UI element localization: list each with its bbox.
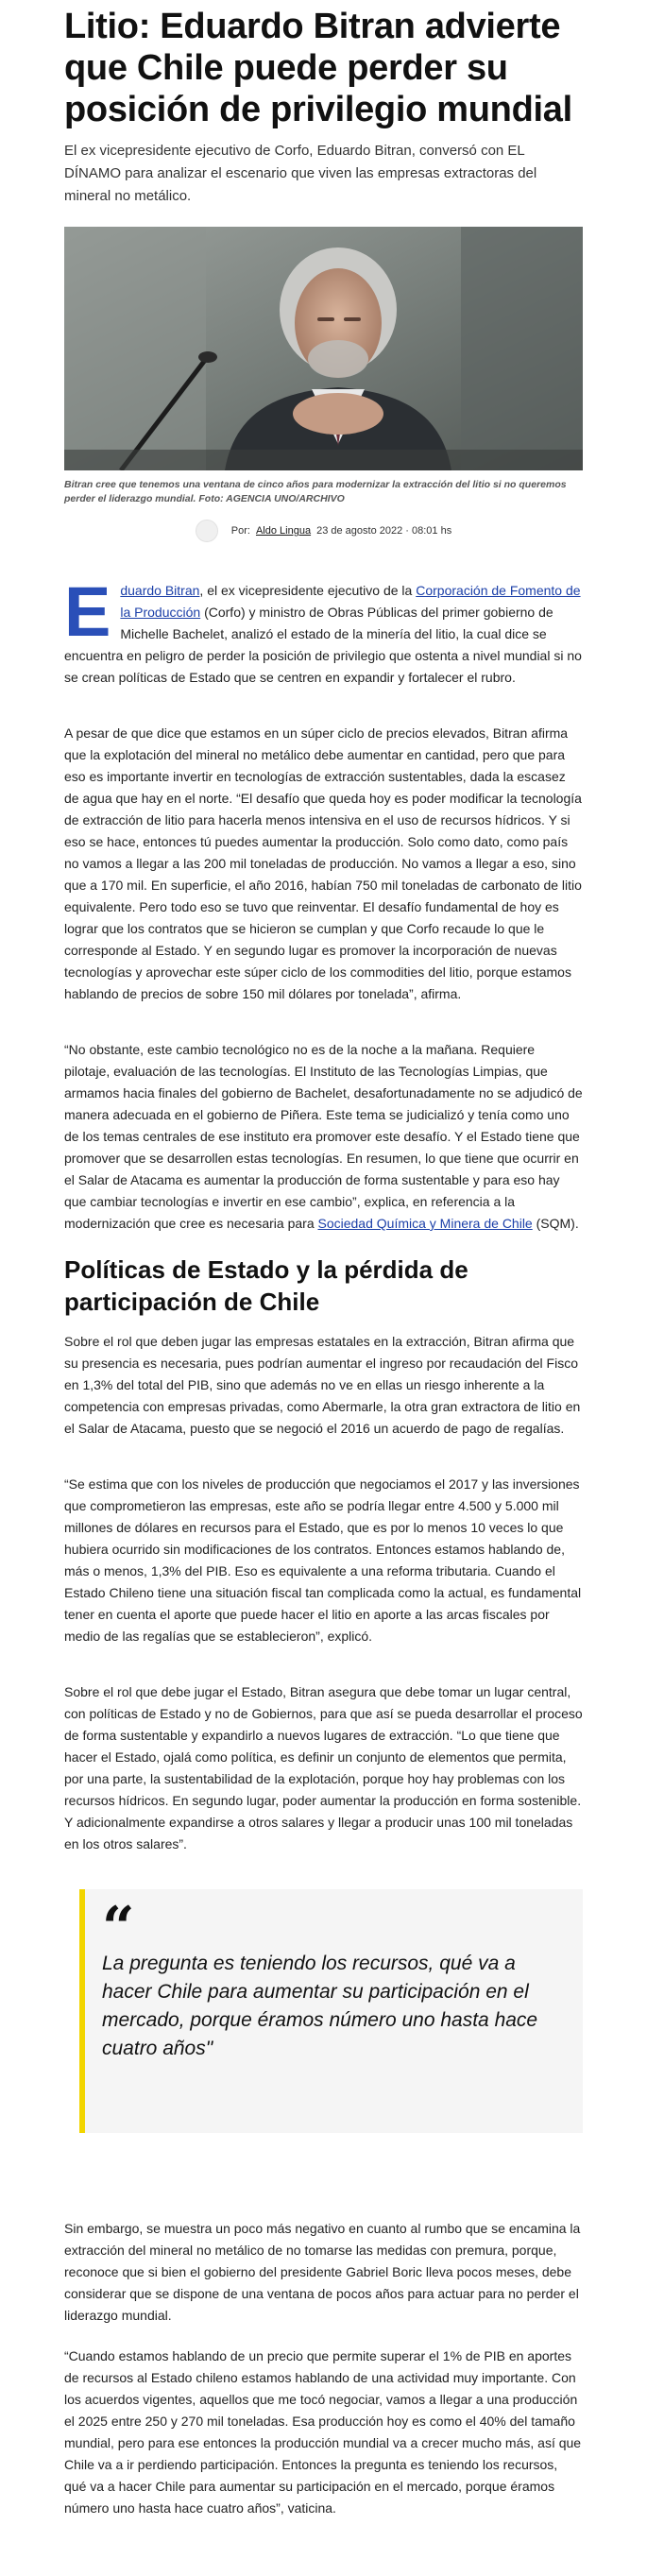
portrait-photo [64,227,583,470]
paragraph-5: “Se estima que con los niveles de producción que negociamos el 2017 y las inversiones que comprometieron las empresas, este año se podría llegar entre 4.500 y 5.000 mil millones de dólares en recursos para el Estado, que es por lo menos 10 veces lo que hubiera ocurrido sin modificaciones de los contratos. Entonces estamos hablando de, más o menos, 1,3% del PIB. Eso es equivalente a una reforma tributaria. Cuando el Estado Chileno tiene una situación fiscal tan complicada como la actual, es fundamental tener en cuenta el aporte que puede hacer el litio en aporte a las arcas fiscales por medio de las regalías que se establecieron”, explicó. [64,1476,582,1644]
link-sqm[interactable]: Sociedad Química y Minera de Chile [317,1216,533,1231]
paragraph-2: A pesar de que dice que estamos en un súper ciclo de precios elevados, Bitran afirma que la explotación del mineral no metálico debe aumentar en cantidad, pero que para eso es importante invertir en tecnologías de extracción sustentables, dada la escasez de agua que hay en el norte. “El desafío que queda hoy es poder modificar la tecnología de extracción de litio para hacerla menos intensiva en el uso de recursos hídricos. Y si eso se hace, entonces tú puedes aumentar la producción. Solo como dato, como país no vamos a llegar a las 200 mil toneladas de producción. No vamos a llegar a eso, sino que a 170 mil. En superficie, el año 2016, habían 750 mil toneladas de carbonato de litio equivalente. Pero todo eso se tuvo que reinventar. El desafío fundamental de hoy es lograr que los contratos que se hicieron se cumplan y que Corfo recaude lo que le corresponde al Estado. Y en segundo lugar es promover la incorporación de nuevas tecnologías y aprovechar este súper ciclo de los commodities del litio, porque estamos hablando de precios de sobre 150 mil dólares por tonelada”, afirma. [64,725,582,1001]
paragraph-text: , el ex vicepresidente ejecutivo de la [199,583,417,598]
quote-mark-icon: “ [102,1895,135,1961]
article-column [64,0,583,2519]
byline [64,520,583,542]
article-body [64,572,583,2519]
paragraph-1 [64,572,583,689]
hero-image[interactable] [64,227,583,470]
paragraph-text: “No obstante, este cambio tecnológico no es de la noche a la mañana. Requiere pilotaje, evaluación de las tecnologías. El Instituto de las Tecnologías Limpias, que armamos hacia finales del gobierno de Bachelet, desafortunadamente no se adjudicó de manera adecuada en el gobierno de Piñera. Este tema se judicializó y tenía como uno de los temas centrales de ese instituto era promover este desafío. Y el Estado tiene que promover que se desarrollen estas tecnologías. En resumen, lo que tiene que ocurrir en el Salar de Atacama es aumentar la producción de forma sustentable y para eso hay que cambiar tecnologías e invertir en ese cambio”, explica, en referencia a la modernización que cree es necesaria para [64,1042,583,1231]
paragraph-3 [64,1039,583,1235]
pull-quote-text: La pregunta es teniendo los recursos, qué va a hacer Chile para aumentar su participación en el mercado, porque éramos número uno hasta hace cuatro años" [102,1953,538,2059]
paragraph-text: (SQM). [532,1216,579,1231]
hero-figure [64,227,583,506]
paragraph-text: (Corfo) y ministro de Obras Públicas del primer gobierno de Michelle Bachelet, analizó el estado de la minería del litio, la cual dice se encuentra en peligro de perder la posición de privilegio que ostenta a nivel mundial si no se crean políticas de Estado que se centren en expandir y fortalecer el rubro. [64,605,582,685]
byline-prefix: Por: [230,525,250,537]
author-link[interactable]: Aldo Lingua [255,525,312,537]
paragraph-7: Sin embargo, se muestra un poco más negativo en cuanto al rumbo que se encamina la extracción del mineral no metálico de no tomarse las medidas con premura, porque, reconoce que si bien el gobierno del presidente Gabriel Boric lleva pocos meses, debe considerar que se dispone de una ventana de pocos años para actuar para no perder el liderazgo mundial. [64,2221,581,2323]
paragraph-6: Sobre el rol que debe jugar el Estado, Bitran asegura que debe tomar un lugar central, con políticas de Estado y no de Gobiernos, para que así se pueda desarrollar el proceso de forma sustentable y expandirlo a nuevos lugares de extracción. “Lo que tiene que hacer el Estado, ojalá como política, es definir un conjunto de elementos que permita, por una parte, la sustentabilidad de la explotación, porque hoy hay problemas con los recursos hídricos. En segundo lugar, poder aumentar la producción en forma sostenible. Y adicionalmente expandirse a otros salares y llegar a producir unas 100 mil toneladas en los otros salares”. [64,1684,583,1851]
link-eduardo-bitran[interactable]: duardo Bitran [120,583,200,598]
article-subtitle: El ex vicepresidente ejecutivo de Corfo, Eduardo Bitran, conversó con EL DÍNAMO para analizar el escenario que viven las empresas extractoras del mineral no metálico. [64,143,537,204]
paragraph-8: “Cuando estamos hablando de un precio que permite superar el 1% de PIB en aportes de recursos al Estado chileno estamos hablando de una actividad muy importante. Con los acuerdos vigentes, aquellos que me tocó negociar, vamos a llegar a una producción el 2025 entre 250 y 270 mil toneladas. Esa producción hoy es como el 40% del tamaño mundial, pero para ese entonces la producción mundial va a crecer mucho más, así que Chile va a ir perdiendo participación. Entonces la pregunta es teniendo los recursos, qué va a hacer Chile para aumentar su participación en el mercado, porque éramos número uno hasta hace cuatro años”, vaticina. [64,2348,582,2516]
author-avatar [196,520,218,542]
pull-quote [79,1889,583,2133]
image-caption: Bitran cree que tenemos una ventana de cinco años para modernizar la extracción del litio si no queremos perder el liderazgo mundial. Foto: AGENCIA UNO/ARCHIVO [64,479,567,504]
article-title: Litio: Eduardo Bitran advierte que Chile puede perder su posición de privilegio mundial [64,7,572,129]
paragraph-4: Sobre el rol que deben jugar las empresas estatales en la extracción, Bitran afirma que su presencia es necesaria, pues podrían aumentar el ingreso por recaudación del Fisco en 1,3% del total del PIB, sino que además no ve en ellas un riesgo inherente a la competencia con empresas privadas, como Abermarle, la otra gran extractora de litio en el Salar de Atacama, puesto que se negoció el 2016 un acuerdo de pago de regalías. [64,1334,581,1436]
drop-cap: E [64,572,111,651]
publish-date: 23 de agosto 2022 · 08:01 hs [316,525,452,537]
section-heading: Políticas de Estado y la pérdida de participación de Chile [64,1255,468,1316]
link-corfo[interactable]: Corporación de Fomento de la Producción [120,583,581,620]
